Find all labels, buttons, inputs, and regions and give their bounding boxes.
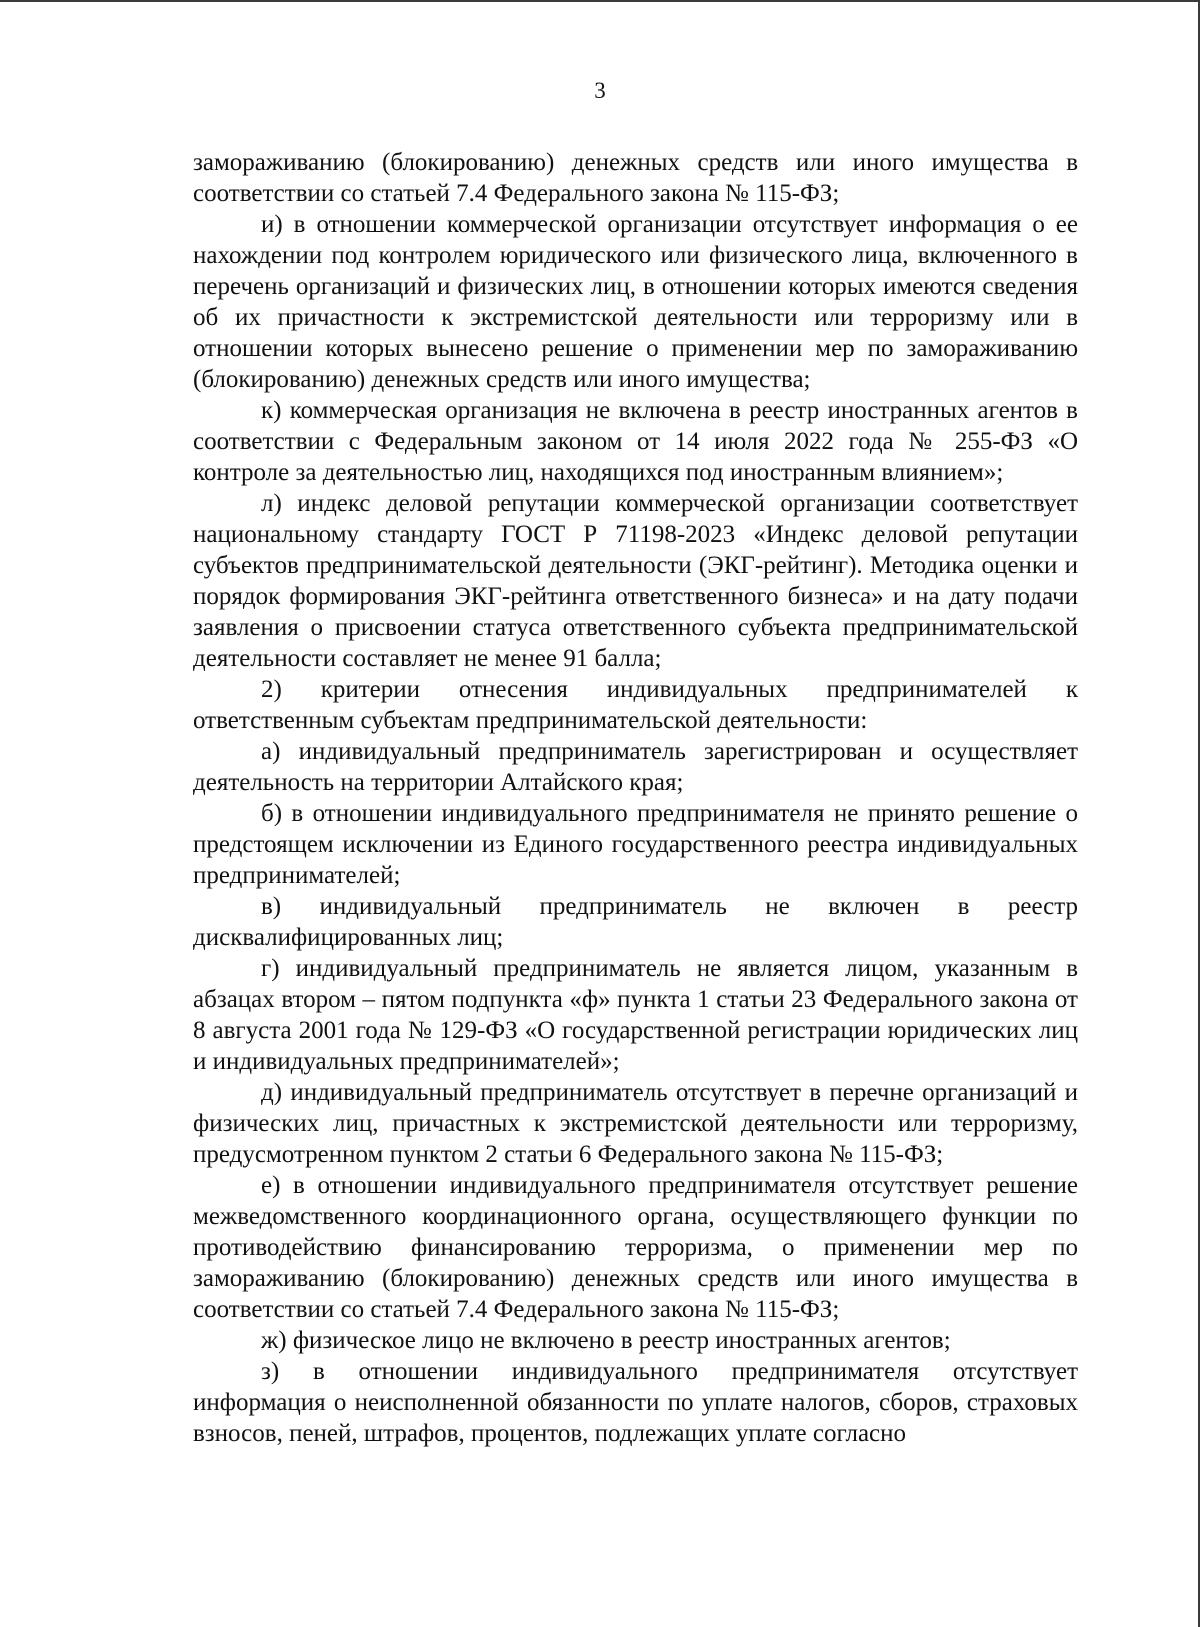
paragraph-item-l: л) индекс деловой репутации коммерческой организации соответствует национальному стандарту ГОСТ Р 71198-2023 «Индекс деловой репутации субъектов предпринимательской деятельности (ЭКГ-рейтинг). Методика оценки и порядок формирования ЭКГ-рейтинга ответственного бизнеса» и на дату подачи заявления о присвоении статуса ответственного субъекта предпринимательской деятельности составляет не менее 91 балла;	[193, 490, 1078, 672]
paragraph-item-zh: ж) физическое лицо не включено в реестр иностранных агентов;	[261, 1327, 951, 1354]
paragraph-continuation: замораживанию (блокированию) денежных средств или иного имущества в соответствии со статьей 7.4 Федерального закона № 115-ФЗ;	[193, 149, 1078, 207]
paragraph-item-b: б) в отношении индивидуального предпринимателя не принято решение о предстоящем исключении из Единого государственного реестра индивидуальных предпринимателей;	[193, 800, 1078, 889]
document-body	[193, 147, 1078, 1449]
paragraph-item-k: к) коммерческая организация не включена в реестр иностранных агентов в соответствии с Федеральным законом от 14 июля 2022 года № 255-ФЗ «О контроле за деятельностью лиц, находящихся под иностранным влиянием»;	[193, 397, 1078, 486]
paragraph-item-i: и) в отношении коммерческой организации отсутствует информация о ее нахождении под контролем юридического или физического лица, включенного в перечень организаций и физических лиц, в отношении которых имеются сведения об их причастности к экстремистской деятельности или терроризму или в отношении которых вынесено решение о применении мер по замораживанию (блокированию) денежных средств или иного имущества;	[193, 211, 1078, 393]
paragraph-item-v: в) индивидуальный предприниматель не включен в реестр дисквалифицированных лиц;	[193, 893, 1078, 951]
paragraph-item-z: з) в отношении индивидуального предпринимателя отсутствует информация о неисполненной обязанности по уплате налогов, сборов, страховых взносов, пеней, штрафов, процентов, подлежащих уплате согласно	[193, 1358, 1078, 1447]
paragraph-item-e: е) в отношении индивидуального предпринимателя отсутствует решение межведомственного координационного органа, осуществляющего функции по противодействию финансированию терроризма, о применении мер по замораживанию (блокированию) денежных средств или иного имущества в соответствии со статьей 7.4 Федерального закона № 115-ФЗ;	[193, 1172, 1078, 1323]
page-number: 3	[594, 78, 606, 103]
paragraph-item-g: г) индивидуальный предприниматель не является лицом, указанным в абзацах втором – пятом подпункта «ф» пункта 1 статьи 23 Федерального закона от 8 августа 2001 года № 129-ФЗ «О государственной регистрации юридических лиц и индивидуальных предпринимателей»;	[193, 955, 1078, 1075]
paragraph-item-a: а) индивидуальный предприниматель зарегистрирован и осуществляет деятельность на территории Алтайского края;	[193, 738, 1078, 796]
paragraph-criteria-2: 2) критерии отнесения индивидуальных предпринимателей к ответственным субъектам предпринимательской деятельности:	[193, 676, 1078, 734]
paragraph-item-d: д) индивидуальный предприниматель отсутствует в перечне организаций и физических лиц, причастных к экстремистской деятельности или терроризму, предусмотренном пунктом 2 статьи 6 Федерального закона № 115-ФЗ;	[193, 1079, 1078, 1168]
